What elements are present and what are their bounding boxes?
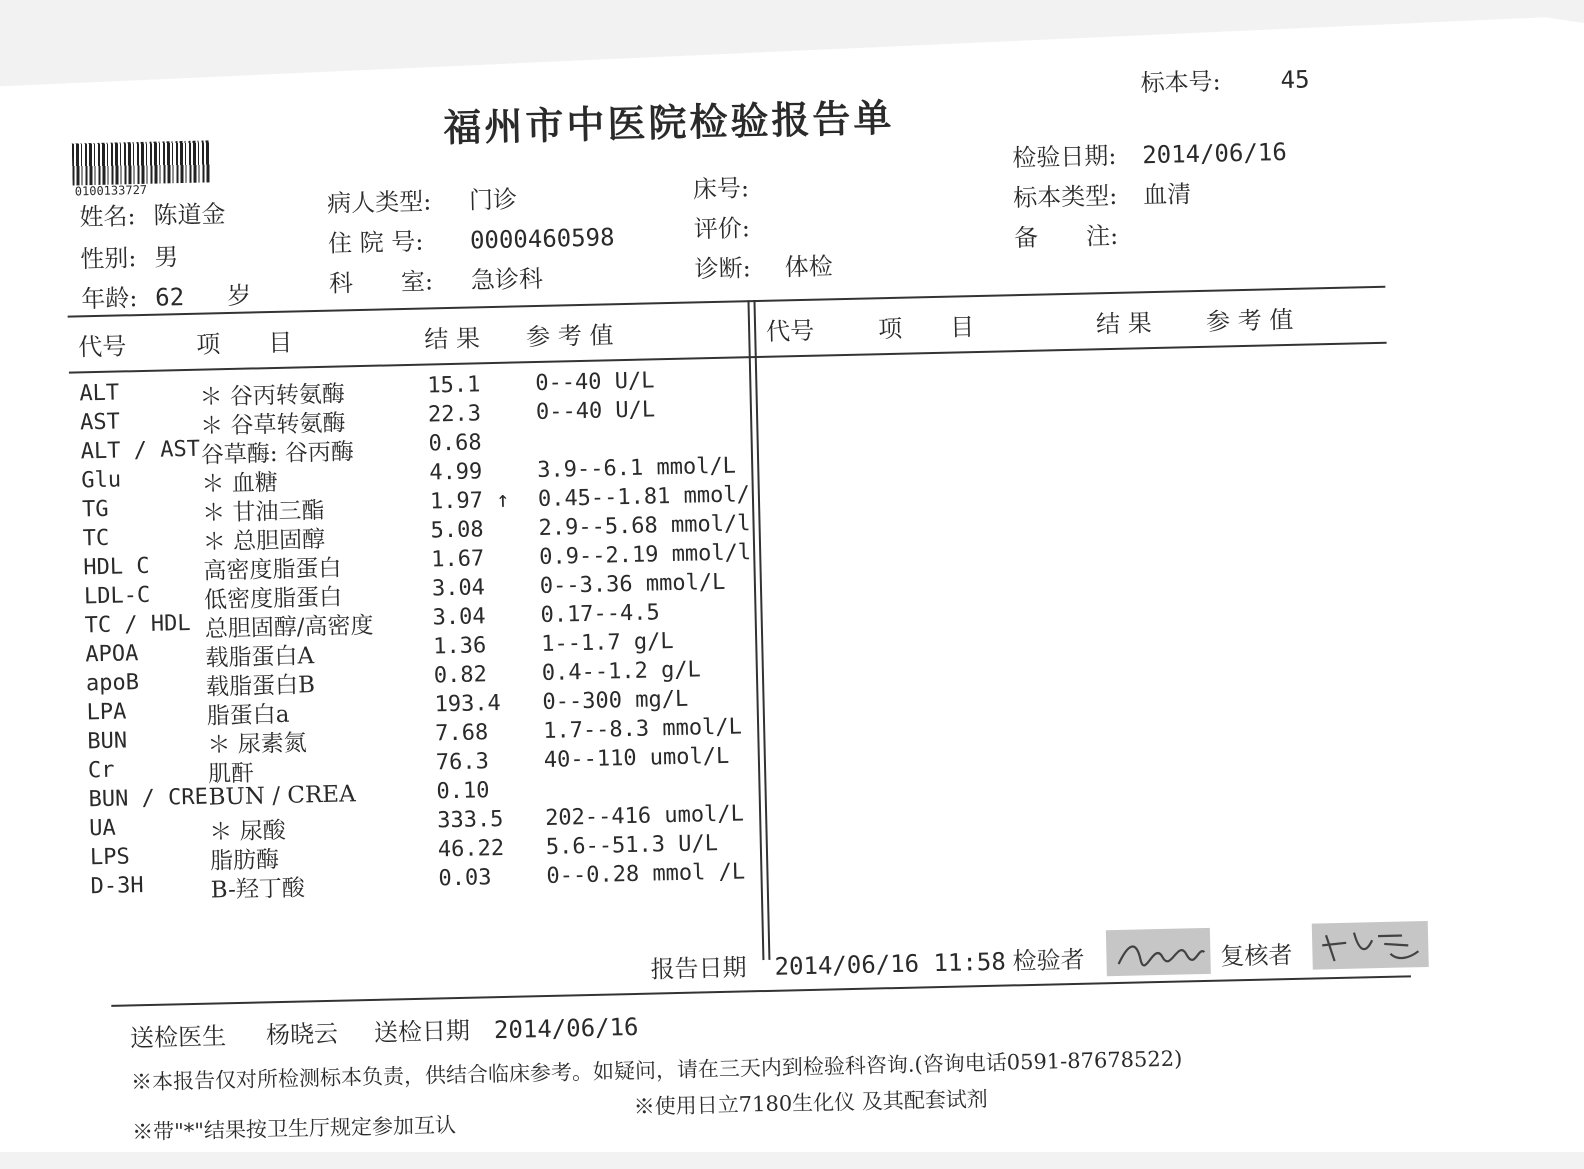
row-result: 15.1	[427, 372, 481, 399]
bed-label: 床号:	[692, 174, 750, 204]
row-code: APOA	[85, 641, 139, 668]
row-item: ＊ 总胆固醇	[202, 526, 326, 556]
age-label: 年龄:	[80, 284, 138, 314]
row-code: TC / HDL	[84, 610, 191, 639]
notice-line-1: ※本报告仅对所检测标本负责，供结合临床参考。如疑问，请在三天内到检验科咨询.(咨询电话0591-87678522)	[130, 1046, 1183, 1095]
sex-value: 男	[154, 243, 179, 272]
row-code: ALT	[79, 380, 120, 407]
inpatient-no-value: 0000460598	[469, 223, 615, 255]
row-result: 193.4	[434, 690, 502, 718]
notice-line-2: ※使用日立7180生化仪 及其配套试剂	[633, 1086, 989, 1120]
row-reference: 0.4--1.2 g/L	[541, 657, 702, 686]
footer-rule	[111, 975, 1411, 1006]
report-date-label: 报告日期	[650, 953, 747, 984]
row-reference: 0--40 U/L	[535, 397, 656, 426]
sex-label: 性别:	[80, 244, 137, 274]
barcode	[72, 140, 211, 185]
row-code: ALT / AST	[80, 436, 201, 465]
table-row	[79, 368, 655, 411]
row-reference: 0--40 U/L	[535, 368, 655, 397]
department-value: 急诊科	[470, 264, 544, 295]
sender-doctor-label: 送检医生	[129, 1022, 227, 1053]
header-item-right: 项 目	[877, 313, 975, 344]
table-row	[84, 600, 661, 643]
row-result: 76.3	[435, 749, 490, 776]
row-result: 3.04	[432, 604, 486, 631]
row-reference: 0--3.36 mmol/L	[539, 569, 726, 600]
diagnosis-label: 诊断:	[694, 254, 752, 284]
send-date-label: 送检日期	[373, 1016, 471, 1047]
table-row	[80, 430, 482, 469]
row-reference: 1--1.7 g/L	[540, 628, 674, 657]
row-result: 4.99	[429, 459, 483, 486]
patient-type-value: 门诊	[468, 185, 518, 215]
row-result: 22.3	[427, 401, 482, 428]
row-code: Cr	[87, 757, 115, 784]
tester-label: 检验者	[1012, 945, 1085, 976]
row-reference: 40--110 umol/L	[543, 743, 730, 773]
row-result: 0.68	[428, 430, 482, 457]
send-date-value: 2014/06/16	[493, 1012, 639, 1045]
diagnosis-value: 体检	[784, 252, 834, 282]
row-item: 总胆固醇/高密度	[204, 612, 374, 643]
row-item: ＊ 尿酸	[209, 817, 286, 846]
row-item: 高密度脂蛋白	[203, 555, 342, 585]
age-unit: 岁	[226, 281, 252, 311]
row-code: D-3H	[90, 873, 144, 900]
header-reference-right: 参 考 值	[1205, 305, 1294, 336]
row-reference: 0--300 mg/L	[542, 686, 689, 715]
reviewer-label: 复核者	[1220, 941, 1293, 971]
row-code: Glu	[81, 467, 122, 494]
barcode-number: 0100133727	[74, 182, 148, 199]
header-reference-left: 参 考 值	[525, 321, 614, 352]
header-code-right: 代号	[765, 316, 815, 346]
row-reference: 0.9--2.19 mmol/l	[538, 540, 752, 571]
row-item: 载脂蛋白A	[205, 643, 315, 672]
specimen-no-value: 45	[1280, 65, 1310, 95]
evaluation-label: 评价:	[693, 214, 751, 244]
row-reference: 202--416 umol/L	[544, 801, 745, 831]
report-date-value: 2014/06/16 11:58	[774, 947, 1007, 981]
row-item: 脂蛋白a	[206, 701, 290, 730]
row-item: 脂肪酶	[209, 847, 280, 875]
reviewer-signature	[1312, 921, 1429, 970]
specimen-type-label: 标本类型:	[1012, 181, 1118, 213]
inpatient-no-label: 住 院 号:	[327, 227, 424, 258]
row-reference: 0.45--1.81 mmol/	[537, 482, 751, 513]
test-date-value: 2014/06/16	[1141, 137, 1288, 170]
row-item: ＊ 甘油三酯	[201, 497, 325, 527]
test-date-label: 检验日期:	[1011, 141, 1117, 173]
row-result: 0.03	[438, 865, 492, 892]
table-row	[85, 628, 674, 672]
row-reference: 0--0.28 mmol /L	[546, 859, 746, 889]
row-reference: 2.9--5.68 mmol/l	[538, 511, 751, 542]
department-label: 科 室:	[328, 267, 434, 298]
row-reference: 3.9--6.1 mmol/L	[536, 453, 737, 484]
row-result: 5.08	[430, 517, 484, 544]
row-item: ＊ 尿素氮	[207, 730, 308, 759]
row-item: 载脂蛋白B	[205, 672, 316, 701]
tester-signature	[1106, 928, 1211, 976]
row-code: BUN / CRE	[88, 784, 209, 813]
row-reference: 5.6--51.3 U/L	[545, 831, 719, 860]
row-item: ＊ 谷草转氨酶	[199, 410, 346, 440]
row-code: LPA	[86, 699, 127, 726]
row-result: 0.82	[433, 662, 488, 689]
specimen-type-value: 血清	[1142, 180, 1192, 210]
row-code: HDL C	[83, 553, 150, 581]
row-item: BUN / CREA	[208, 781, 356, 811]
patient-type-label: 病人类型:	[326, 187, 432, 218]
name-value: 陈道金	[153, 200, 226, 230]
row-result: 1.36	[432, 633, 487, 660]
row-code: TC	[82, 525, 110, 552]
row-code: LDL-C	[83, 582, 151, 610]
header-result-left: 结 果	[423, 324, 481, 354]
report-title: 福州市中医院检验报告单	[442, 94, 895, 151]
header-item-left: 项 目	[196, 328, 293, 359]
row-item: 谷草酶: 谷丙酶	[200, 439, 355, 469]
table-top-rule	[68, 283, 1386, 318]
sender-doctor-value: 杨晓云	[265, 1019, 339, 1050]
row-code: BUN	[87, 728, 128, 755]
remark-label: 备 注:	[1013, 221, 1119, 253]
table-row	[79, 397, 656, 440]
name-label: 姓名:	[79, 202, 136, 232]
row-reference: 0.17--4.5	[540, 600, 661, 629]
specimen-no-label: 标本号:	[1140, 67, 1222, 98]
header-result-right: 结 果	[1095, 309, 1153, 339]
row-result: 7.68	[434, 720, 489, 747]
row-code: TG	[81, 496, 109, 523]
row-result: 46.22	[437, 835, 505, 863]
notice-line-3: ※带"*"结果按卫生厅规定参加互认	[131, 1113, 457, 1145]
row-result: 1.67	[430, 546, 485, 573]
row-item: B-羟丁酸	[210, 875, 306, 904]
age-value: 62	[154, 283, 185, 312]
row-result: 1.97 ↑	[429, 487, 510, 515]
row-item: ＊ 谷丙转氨酶	[199, 381, 346, 411]
row-result: 0.10	[436, 778, 490, 805]
row-result: 333.5	[436, 806, 504, 834]
row-code: apoB	[85, 670, 140, 697]
row-reference: 1.7--8.3 mmol/L	[542, 714, 743, 744]
row-result: 3.04	[431, 575, 486, 602]
row-code: AST	[79, 409, 121, 436]
row-code: LPS	[89, 844, 130, 871]
row-item: 肌酐	[207, 760, 255, 788]
row-code: UA	[89, 815, 117, 842]
header-code-left: 代号	[78, 332, 127, 362]
row-item: ＊ 血糖	[201, 469, 279, 498]
table-row	[88, 778, 490, 816]
row-item: 低密度脂蛋白	[203, 584, 343, 614]
